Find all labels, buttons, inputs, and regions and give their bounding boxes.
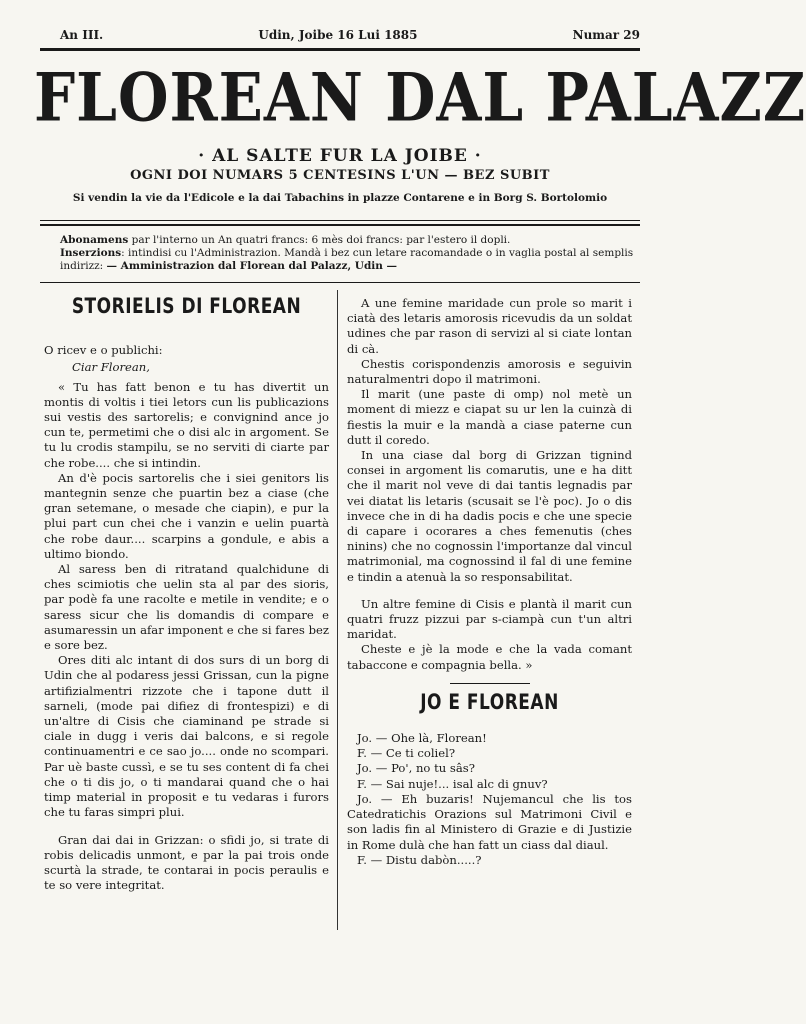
article-paragraph: Gran dai dai in Grizzan: o sfidi jo, si trate di robis delicadis unmont, e par la pai trois onde scurtà la strade, te contarai in pocis peraulis e te so vere integritat.: [44, 832, 329, 893]
article-paragraph: In una ciase dal borg di Grizzan tignind consei in argoment lis comarutis, une e ha ditt che il marit nol veve di dai tantis legnadis par vei diatat lis letaris (scusait se l'è poc). Jo o dis invece che in di ha dadis pocis e che une specie di capare i ocorares a ches femenutis (ches ninins) che no cognossin l'importanze dal vincul matrimonial, ma cognossind il fal di une femine e tindin a atenuà la so responsabilitat.: [347, 448, 632, 584]
administration-address: — Amministrazion dal Florean dal Palazz, Udin —: [106, 260, 398, 272]
article-paragraph: Cheste e jè la mode e che la vada comant tabaccone e compagnia bella. »: [347, 642, 632, 672]
article-heading-storielis: STORIELIS DI FLOREAN: [71, 294, 302, 320]
issue-year: An III.: [60, 28, 104, 42]
article-paragraph: A une femine maridade cun prole so marit i ciatà des letaris amorosis ricevudis da un soldat udines che par rason di servizi al si ciate lontan di cà.: [347, 296, 632, 356]
masthead-rule-thick: [40, 224, 640, 226]
article-paragraph: Il marit (une paste di omp) nol metè un moment di miezz e ciapat su ur len la cuinzà di fiestis la muir e la mandà a ciase paterne cun dutt il coredo.: [347, 387, 632, 447]
article-intro: O ricev e o publichi:: [44, 343, 163, 358]
subscription-box: [60, 234, 640, 273]
subscription-label: Abonamens: [60, 234, 129, 246]
top-rule: [40, 48, 640, 51]
insertion-label: Inserzions: [60, 247, 122, 259]
dialogue-line: Jo. — Eh buzaris! Nujemancul che lis tos Catedratichis Orazions sul Matrimoni Civil e son ladis fin al Ministero di Grazie e di Justizie in Rome dulà che han fatt un ciass dal diaul.: [347, 791, 632, 852]
dialogue-line: F. — Sai nuje!... isal alc di gnuv?: [357, 776, 548, 791]
subscription-text: par l'interno un An quatri francs: 6 mès doi francs: par l'estero il dopli.: [131, 234, 511, 246]
article-paragraph: Al saress ben di ritratand qualchidune di ches scimiotis che uelin sta al par des sioris, par podè fa une racolte e metile in vendite; e o saress sicur che lis domandis di compare e asumaressin un afar imponent e che si fares bez e sore bez.: [44, 562, 329, 653]
left-column: [44, 292, 329, 893]
dialogue-line: Jo. — Ohe là, Florean!: [357, 731, 487, 746]
article-paragraph: Ores diti alc intant di dos surs di un borg di Udin che al podaress jessi Grissan, cun la pigne artifizialmentri rizzote che i tapone dutt il sarneli, (mode pai difiez di frontespizi) e di un'altre di Cisis che ciaminand pe strade si ciale in dugg i veris dai balcons, e si regole continuamentri e ce sao jo.... onde no scompari. Par uè baste cussì, e se tu ses content di fa chei che o ti dis jo, o ti mandarai quand che o hai timp material in proposit e tu vedaras i furors che tu faras simpri plui.: [44, 653, 329, 820]
vendor-line: Si vendin la vie da l'Edicole e la dai Tabachins in plazze Contarene e in Borg S. Bortolomio: [72, 192, 608, 204]
issue-number: Numar 29: [572, 28, 640, 42]
issue-date: Udin, Joibe 16 Lui 1885: [258, 28, 418, 42]
header-line: [60, 28, 640, 42]
column-divider: [337, 290, 338, 930]
dialogue-line: Jo. — Po', no tu sâs?: [357, 761, 475, 776]
subscription-rule: [40, 282, 640, 283]
newspaper-title: FLOREAN DAL PALAZZ: [34, 58, 806, 137]
article-paragraph: « Tu has fatt benon e tu has divertit un montis di voltis i tiei letors cun lis publicazions sui vestis des sartorelis; e convignind ance jo cun te, permetimi che o disi alc in argoment. Se tu lu crodis stampilu, se no serviti di ciarte par che robe.... che si intindin.: [44, 379, 329, 470]
article-paragraph: Un altre femine di Cisis e plantà il marit cun quatri fruzz pizzui par s-ciampà cun t'un altri maridat.: [347, 596, 632, 642]
price-line: OGNI DOI NUMARS 5 CENTESINS L'UN — BEZ SUBIT: [130, 168, 550, 183]
right-column: [347, 296, 632, 868]
letter-salutation: Ciar Florean,: [72, 360, 150, 375]
dialogue: [347, 731, 632, 868]
section-divider: [450, 683, 530, 684]
insertion-text: : intindisi cu l'Administrazion. Mandà i bez cun letare racomandade o in vaglia postal al semplis indirizz:: [60, 247, 634, 272]
dialogue-line: F. — Distu dabòn.....?: [357, 852, 482, 867]
article-paragraph: An d'è pocis sartorelis che i siei genitors lis mantegnin senze che puartin bez a ciase (che gran setemane, o mesade che ciapin), e pur la plui part cun chei che i vanzin e uelin puartà che robe daur.... scarpins a gondule, e abis a ultimo biondo.: [44, 470, 329, 561]
publication-schedule: · AL SALTE FUR LA JOIBE ·: [198, 146, 482, 166]
dialogue-line: F. — Ce ti coliel?: [357, 746, 456, 761]
article-heading-jo-e-florean: JO E FLOREAN: [420, 690, 559, 716]
article-paragraph: Chestis corispondenzis amorosis e seguivin naturalmentri dopo il matrimoni.: [347, 356, 632, 387]
masthead-rule-thin: [40, 220, 640, 221]
